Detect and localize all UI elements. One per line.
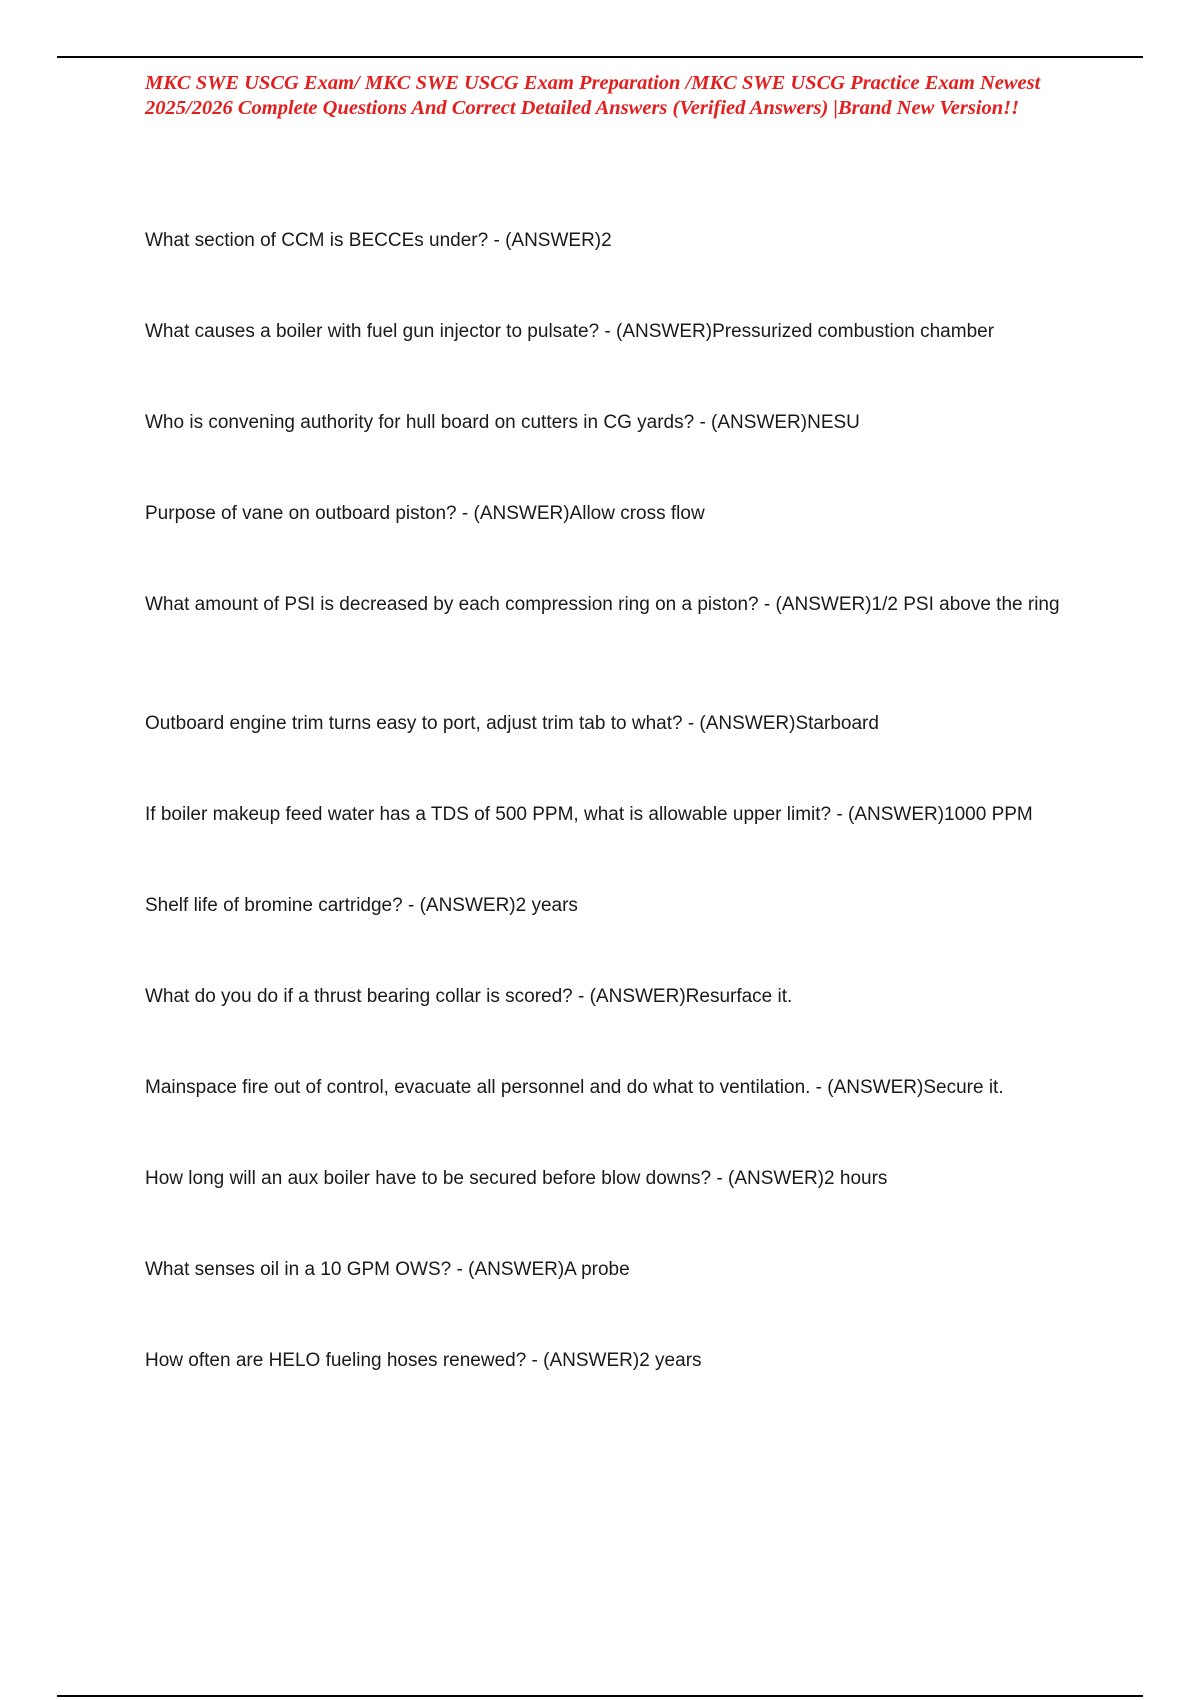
footer-rule — [57, 1695, 1143, 1697]
qa-item: Who is convening authority for hull board on cutters in CG yards? - (ANSWER)NESU — [145, 412, 860, 433]
qa-item: How often are HELO fueling hoses renewed? - (ANSWER)2 years — [145, 1350, 702, 1371]
qa-item: How long will an aux boiler have to be secured before blow downs? - (ANSWER)2 hours — [145, 1168, 888, 1189]
qa-item: Mainspace fire out of control, evacuate all personnel and do what to ventilation. - (ANSWER)Secure it. — [145, 1077, 1004, 1098]
qa-item: What senses oil in a 10 GPM OWS? - (ANSWER)A probe — [145, 1259, 630, 1280]
qa-item: If boiler makeup feed water has a TDS of 500 PPM, what is allowable upper limit? - (ANSWER)1000 PPM — [145, 804, 1033, 825]
qa-item: What section of CCM is BECCEs under? - (ANSWER)2 — [145, 230, 612, 251]
document-title: MKC SWE USCG Exam/ MKC SWE USCG Exam Preparation /MKC SWE USCG Practice Exam Newest 2025/2026 Complete Questions And Correct Detailed Answers (Verified Answers) |Brand New Version!! — [145, 72, 1041, 119]
qa-item: What do you do if a thrust bearing collar is scored? - (ANSWER)Resurface it. — [145, 986, 793, 1007]
qa-item: Outboard engine trim turns easy to port, adjust trim tab to what? - (ANSWER)Starboard — [145, 713, 879, 734]
qa-item: What causes a boiler with fuel gun injector to pulsate? - (ANSWER)Pressurized combustion chamber — [145, 321, 995, 342]
qa-item: Purpose of vane on outboard piston? - (ANSWER)Allow cross flow — [145, 503, 705, 524]
qa-item: Shelf life of bromine cartridge? - (ANSWER)2 years — [145, 895, 578, 916]
header-rule — [57, 56, 1143, 58]
qa-item: What amount of PSI is decreased by each compression ring on a piston? - (ANSWER)1/2 PSI above the ring — [145, 594, 1060, 615]
